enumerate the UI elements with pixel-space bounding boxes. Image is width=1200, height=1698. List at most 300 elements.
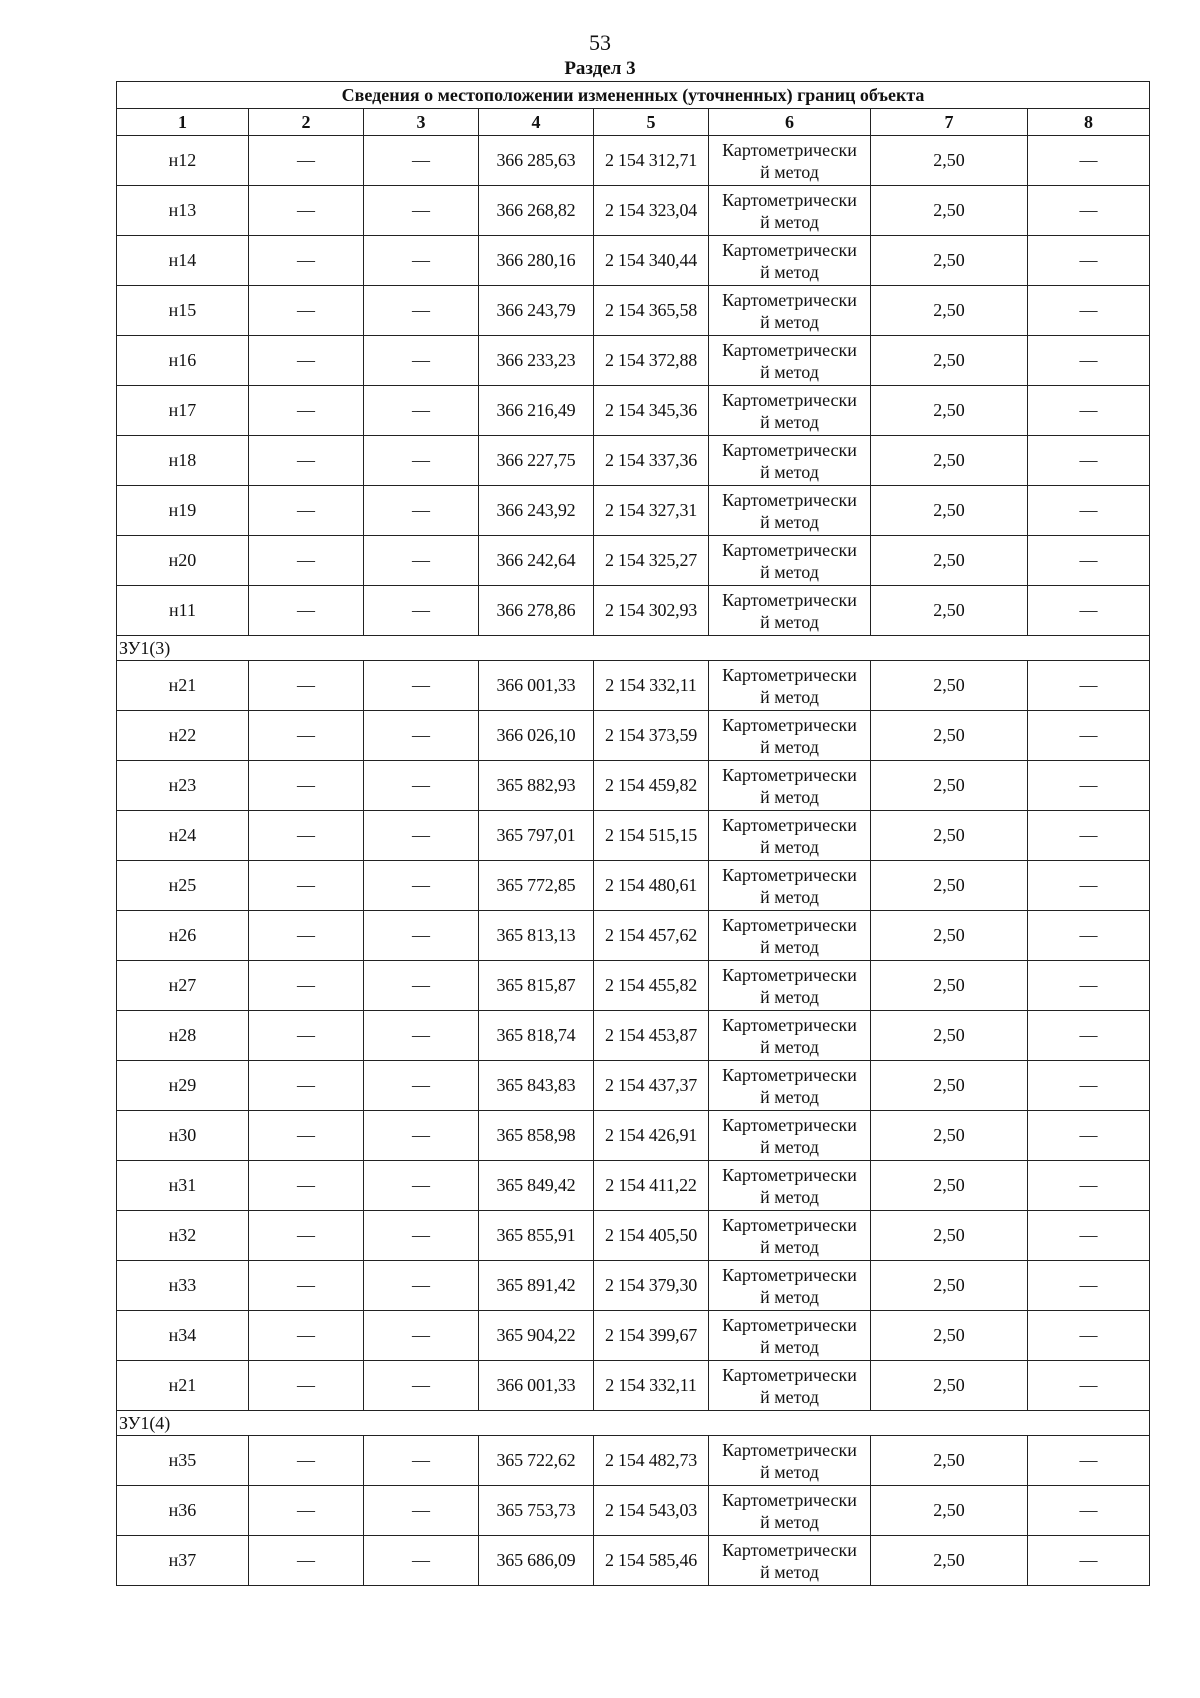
table-row: [117, 1536, 1150, 1586]
method-text: й метод: [760, 161, 819, 182]
method-text: Картометрически: [722, 289, 857, 310]
y-coordinate-cell: 2 154 585,46: [594, 1536, 709, 1586]
col8-cell: —: [1028, 1486, 1150, 1536]
table-caption-row: [117, 82, 1150, 109]
col2-cell: —: [249, 586, 364, 636]
method-text: й метод: [760, 1236, 819, 1257]
x-coordinate-cell: 365 818,74: [479, 1011, 594, 1061]
section-title: Раздел 3: [564, 58, 636, 79]
point-cell: н15: [117, 286, 249, 336]
group-row: [117, 636, 1150, 661]
col2-cell: —: [249, 1436, 364, 1486]
col8-cell: —: [1028, 1111, 1150, 1161]
table-row: [117, 1261, 1150, 1311]
table-row: [117, 486, 1150, 536]
point-cell: н28: [117, 1011, 249, 1061]
method-cell: [709, 1536, 871, 1586]
accuracy-cell: 2,50: [871, 1011, 1028, 1061]
y-coordinate-cell: 2 154 337,36: [594, 436, 709, 486]
table-row: [117, 1486, 1150, 1536]
table-row: [117, 1361, 1150, 1411]
col3-cell: —: [364, 711, 479, 761]
col2-cell: —: [249, 236, 364, 286]
y-coordinate-cell: 2 154 373,59: [594, 711, 709, 761]
accuracy-cell: 2,50: [871, 661, 1028, 711]
col8-cell: —: [1028, 586, 1150, 636]
x-coordinate-cell: 365 813,13: [479, 911, 594, 961]
accuracy-cell: 2,50: [871, 336, 1028, 386]
table-row: [117, 1211, 1150, 1261]
col3-cell: —: [364, 336, 479, 386]
method-text: й метод: [760, 511, 819, 532]
method-cell: [709, 1261, 871, 1311]
col8-cell: —: [1028, 486, 1150, 536]
method-text: й метод: [760, 1561, 819, 1582]
x-coordinate-cell: 366 285,63: [479, 136, 594, 186]
method-cell: [709, 586, 871, 636]
point-cell: н19: [117, 486, 249, 536]
point-cell: н22: [117, 711, 249, 761]
method-text: Картометрически: [722, 714, 857, 735]
method-text: Картометрически: [722, 964, 857, 985]
method-text: Картометрически: [722, 389, 857, 410]
method-cell: [709, 486, 871, 536]
col8-cell: —: [1028, 811, 1150, 861]
col3-cell: —: [364, 586, 479, 636]
col8-cell: —: [1028, 1161, 1150, 1211]
col2-cell: —: [249, 1161, 364, 1211]
col3-cell: —: [364, 1111, 479, 1161]
method-text: Картометрически: [722, 1164, 857, 1185]
y-coordinate-cell: 2 154 323,04: [594, 186, 709, 236]
method-text: й метод: [760, 1036, 819, 1057]
col8-cell: —: [1028, 761, 1150, 811]
col8-cell: —: [1028, 961, 1150, 1011]
column-number-row: [117, 109, 1150, 136]
column-header: 6: [709, 109, 871, 136]
method-text: й метод: [760, 1461, 819, 1482]
accuracy-cell: 2,50: [871, 961, 1028, 1011]
table-row: [117, 961, 1150, 1011]
y-coordinate-cell: 2 154 455,82: [594, 961, 709, 1011]
y-coordinate-cell: 2 154 325,27: [594, 536, 709, 586]
method-text: й метод: [760, 736, 819, 757]
col3-cell: —: [364, 1311, 479, 1361]
table-row: [117, 1011, 1150, 1061]
col2-cell: —: [249, 1011, 364, 1061]
method-cell: [709, 1436, 871, 1486]
col3-cell: —: [364, 536, 479, 586]
group-label: ЗУ1(4): [117, 1411, 1150, 1436]
x-coordinate-cell: 366 243,92: [479, 486, 594, 536]
x-coordinate-cell: 366 280,16: [479, 236, 594, 286]
col2-cell: —: [249, 386, 364, 436]
group-label: ЗУ1(3): [117, 636, 1150, 661]
point-cell: н35: [117, 1436, 249, 1486]
y-coordinate-cell: 2 154 312,71: [594, 136, 709, 186]
method-cell: [709, 1311, 871, 1361]
method-text: й метод: [760, 411, 819, 432]
x-coordinate-cell: 365 858,98: [479, 1111, 594, 1161]
x-coordinate-cell: 366 001,33: [479, 1361, 594, 1411]
col8-cell: —: [1028, 1011, 1150, 1061]
col2-cell: —: [249, 861, 364, 911]
point-cell: н17: [117, 386, 249, 436]
method-text: й метод: [760, 786, 819, 807]
column-header: 7: [871, 109, 1028, 136]
col2-cell: —: [249, 1536, 364, 1586]
x-coordinate-cell: 365 882,93: [479, 761, 594, 811]
x-coordinate-cell: 366 227,75: [479, 436, 594, 486]
table-body: [117, 136, 1150, 1586]
table-row: [117, 911, 1150, 961]
y-coordinate-cell: 2 154 543,03: [594, 1486, 709, 1536]
point-cell: н29: [117, 1061, 249, 1111]
accuracy-cell: 2,50: [871, 1061, 1028, 1111]
col3-cell: —: [364, 761, 479, 811]
method-text: й метод: [760, 261, 819, 282]
method-text: Картометрически: [722, 1214, 857, 1235]
table-caption: Сведения о местоположении измененных (уточненных) границ объекта: [117, 82, 1150, 109]
column-header: 2: [249, 109, 364, 136]
method-text: й метод: [760, 561, 819, 582]
col2-cell: —: [249, 1486, 364, 1536]
x-coordinate-cell: 366 242,64: [479, 536, 594, 586]
accuracy-cell: 2,50: [871, 1261, 1028, 1311]
point-cell: н24: [117, 811, 249, 861]
col3-cell: —: [364, 186, 479, 236]
table-row: [117, 711, 1150, 761]
method-cell: [709, 911, 871, 961]
table-row: [117, 1111, 1150, 1161]
method-cell: [709, 1211, 871, 1261]
method-text: й метод: [760, 936, 819, 957]
method-cell: [709, 1111, 871, 1161]
col8-cell: —: [1028, 911, 1150, 961]
method-cell: [709, 436, 871, 486]
col2-cell: —: [249, 486, 364, 536]
col3-cell: —: [364, 1011, 479, 1061]
method-text: й метод: [760, 611, 819, 632]
y-coordinate-cell: 2 154 437,37: [594, 1061, 709, 1111]
x-coordinate-cell: 366 216,49: [479, 386, 594, 436]
method-text: Картометрически: [722, 1014, 857, 1035]
col3-cell: —: [364, 1436, 479, 1486]
method-text: Картометрически: [722, 1364, 857, 1385]
point-cell: н21: [117, 661, 249, 711]
point-cell: н13: [117, 186, 249, 236]
method-text: Картометрически: [722, 339, 857, 360]
x-coordinate-cell: 365 855,91: [479, 1211, 594, 1261]
col2-cell: —: [249, 336, 364, 386]
y-coordinate-cell: 2 154 405,50: [594, 1211, 709, 1261]
accuracy-cell: 2,50: [871, 536, 1028, 586]
col3-cell: —: [364, 136, 479, 186]
y-coordinate-cell: 2 154 459,82: [594, 761, 709, 811]
point-cell: н37: [117, 1536, 249, 1586]
table-row: [117, 811, 1150, 861]
col3-cell: —: [364, 861, 479, 911]
table-row: [117, 586, 1150, 636]
x-coordinate-cell: 366 243,79: [479, 286, 594, 336]
method-text: Картометрически: [722, 439, 857, 460]
method-text: Картометрически: [722, 1114, 857, 1135]
column-header: 4: [479, 109, 594, 136]
accuracy-cell: 2,50: [871, 236, 1028, 286]
accuracy-cell: 2,50: [871, 186, 1028, 236]
point-cell: н12: [117, 136, 249, 186]
accuracy-cell: 2,50: [871, 1361, 1028, 1411]
accuracy-cell: 2,50: [871, 911, 1028, 961]
method-text: й метод: [760, 986, 819, 1007]
col2-cell: —: [249, 961, 364, 1011]
table-row: [117, 436, 1150, 486]
accuracy-cell: 2,50: [871, 386, 1028, 436]
point-cell: н16: [117, 336, 249, 386]
x-coordinate-cell: 366 001,33: [479, 661, 594, 711]
accuracy-cell: 2,50: [871, 586, 1028, 636]
y-coordinate-cell: 2 154 372,88: [594, 336, 709, 386]
method-text: Картометрически: [722, 814, 857, 835]
col3-cell: —: [364, 286, 479, 336]
table-row: [117, 1311, 1150, 1361]
accuracy-cell: 2,50: [871, 861, 1028, 911]
point-cell: н36: [117, 1486, 249, 1536]
accuracy-cell: 2,50: [871, 711, 1028, 761]
method-text: й метод: [760, 1336, 819, 1357]
method-text: Картометрически: [722, 1064, 857, 1085]
col8-cell: —: [1028, 536, 1150, 586]
method-text: Картометрически: [722, 1489, 857, 1510]
col8-cell: —: [1028, 1436, 1150, 1486]
y-coordinate-cell: 2 154 379,30: [594, 1261, 709, 1311]
col2-cell: —: [249, 661, 364, 711]
point-cell: н11: [117, 586, 249, 636]
method-text: Картометрически: [722, 1539, 857, 1560]
col3-cell: —: [364, 961, 479, 1011]
method-text: Картометрически: [722, 1314, 857, 1335]
point-cell: н31: [117, 1161, 249, 1211]
y-coordinate-cell: 2 154 411,22: [594, 1161, 709, 1211]
accuracy-cell: 2,50: [871, 1111, 1028, 1161]
col8-cell: —: [1028, 861, 1150, 911]
point-cell: н32: [117, 1211, 249, 1261]
col3-cell: —: [364, 1486, 479, 1536]
col2-cell: —: [249, 1211, 364, 1261]
accuracy-cell: 2,50: [871, 811, 1028, 861]
accuracy-cell: 2,50: [871, 436, 1028, 486]
col2-cell: —: [249, 1311, 364, 1361]
method-text: Картометрически: [722, 914, 857, 935]
method-cell: [709, 286, 871, 336]
col8-cell: —: [1028, 136, 1150, 186]
x-coordinate-cell: 365 891,42: [479, 1261, 594, 1311]
col8-cell: —: [1028, 186, 1150, 236]
method-text: Картометрически: [722, 864, 857, 885]
method-text: Картометрически: [722, 489, 857, 510]
y-coordinate-cell: 2 154 340,44: [594, 236, 709, 286]
method-cell: [709, 536, 871, 586]
y-coordinate-cell: 2 154 515,15: [594, 811, 709, 861]
col2-cell: —: [249, 761, 364, 811]
y-coordinate-cell: 2 154 332,11: [594, 1361, 709, 1411]
table-row: [117, 136, 1150, 186]
y-coordinate-cell: 2 154 426,91: [594, 1111, 709, 1161]
method-cell: [709, 1061, 871, 1111]
col3-cell: —: [364, 661, 479, 711]
table-row: [117, 661, 1150, 711]
method-cell: [709, 761, 871, 811]
x-coordinate-cell: 366 278,86: [479, 586, 594, 636]
column-header: 1: [117, 109, 249, 136]
method-text: Картометрически: [722, 589, 857, 610]
col8-cell: —: [1028, 336, 1150, 386]
method-cell: [709, 811, 871, 861]
col8-cell: —: [1028, 1311, 1150, 1361]
col8-cell: —: [1028, 236, 1150, 286]
method-text: Картометрически: [722, 764, 857, 785]
method-cell: [709, 236, 871, 286]
col8-cell: —: [1028, 436, 1150, 486]
col2-cell: —: [249, 1061, 364, 1111]
col8-cell: —: [1028, 286, 1150, 336]
col2-cell: —: [249, 136, 364, 186]
accuracy-cell: 2,50: [871, 136, 1028, 186]
col3-cell: —: [364, 436, 479, 486]
point-cell: н26: [117, 911, 249, 961]
method-text: й метод: [760, 1186, 819, 1207]
method-text: й метод: [760, 361, 819, 382]
method-cell: [709, 1011, 871, 1061]
table-row: [117, 861, 1150, 911]
accuracy-cell: 2,50: [871, 1211, 1028, 1261]
point-cell: н18: [117, 436, 249, 486]
method-cell: [709, 336, 871, 386]
col8-cell: —: [1028, 1061, 1150, 1111]
method-text: Картометрически: [722, 189, 857, 210]
accuracy-cell: 2,50: [871, 286, 1028, 336]
point-cell: н33: [117, 1261, 249, 1311]
method-text: Картометрически: [722, 664, 857, 685]
x-coordinate-cell: 365 722,62: [479, 1436, 594, 1486]
method-cell: [709, 711, 871, 761]
table-row: [117, 336, 1150, 386]
method-cell: [709, 1486, 871, 1536]
method-text: й метод: [760, 211, 819, 232]
method-text: Картометрически: [722, 239, 857, 260]
method-text: й метод: [760, 1136, 819, 1157]
y-coordinate-cell: 2 154 365,58: [594, 286, 709, 336]
col8-cell: —: [1028, 1536, 1150, 1586]
method-text: Картометрически: [722, 1439, 857, 1460]
method-text: й метод: [760, 1386, 819, 1407]
x-coordinate-cell: 365 849,42: [479, 1161, 594, 1211]
method-text: й метод: [760, 836, 819, 857]
boundary-coordinates-table: [116, 81, 1150, 1586]
col3-cell: —: [364, 1211, 479, 1261]
point-cell: н30: [117, 1111, 249, 1161]
method-cell: [709, 861, 871, 911]
table-row: [117, 1061, 1150, 1111]
col2-cell: —: [249, 286, 364, 336]
col2-cell: —: [249, 186, 364, 236]
col2-cell: —: [249, 711, 364, 761]
point-cell: н23: [117, 761, 249, 811]
accuracy-cell: 2,50: [871, 1161, 1028, 1211]
table-row: [117, 761, 1150, 811]
col3-cell: —: [364, 811, 479, 861]
table-row: [117, 236, 1150, 286]
point-cell: н20: [117, 536, 249, 586]
method-cell: [709, 961, 871, 1011]
table-row: [117, 1436, 1150, 1486]
point-cell: н21: [117, 1361, 249, 1411]
col8-cell: —: [1028, 386, 1150, 436]
y-coordinate-cell: 2 154 457,62: [594, 911, 709, 961]
y-coordinate-cell: 2 154 345,36: [594, 386, 709, 436]
col8-cell: —: [1028, 711, 1150, 761]
col3-cell: —: [364, 911, 479, 961]
method-text: Картометрически: [722, 1264, 857, 1285]
y-coordinate-cell: 2 154 482,73: [594, 1436, 709, 1486]
col3-cell: —: [364, 1536, 479, 1586]
column-header: 8: [1028, 109, 1150, 136]
method-text: й метод: [760, 686, 819, 707]
col2-cell: —: [249, 811, 364, 861]
accuracy-cell: 2,50: [871, 761, 1028, 811]
y-coordinate-cell: 2 154 327,31: [594, 486, 709, 536]
method-text: й метод: [760, 886, 819, 907]
col8-cell: —: [1028, 1361, 1150, 1411]
col3-cell: —: [364, 1061, 479, 1111]
x-coordinate-cell: 365 686,09: [479, 1536, 594, 1586]
accuracy-cell: 2,50: [871, 1536, 1028, 1586]
col8-cell: —: [1028, 1211, 1150, 1261]
accuracy-cell: 2,50: [871, 1486, 1028, 1536]
col2-cell: —: [249, 1261, 364, 1311]
method-text: й метод: [760, 1286, 819, 1307]
accuracy-cell: 2,50: [871, 1436, 1028, 1486]
table-row: [117, 1161, 1150, 1211]
x-coordinate-cell: 365 904,22: [479, 1311, 594, 1361]
x-coordinate-cell: 366 268,82: [479, 186, 594, 236]
method-cell: [709, 386, 871, 436]
x-coordinate-cell: 365 797,01: [479, 811, 594, 861]
table-row: [117, 286, 1150, 336]
y-coordinate-cell: 2 154 332,11: [594, 661, 709, 711]
y-coordinate-cell: 2 154 480,61: [594, 861, 709, 911]
x-coordinate-cell: 365 843,83: [479, 1061, 594, 1111]
x-coordinate-cell: 365 772,85: [479, 861, 594, 911]
col3-cell: —: [364, 1361, 479, 1411]
col2-cell: —: [249, 536, 364, 586]
y-coordinate-cell: 2 154 302,93: [594, 586, 709, 636]
method-cell: [709, 661, 871, 711]
group-row: [117, 1411, 1150, 1436]
method-text: й метод: [760, 311, 819, 332]
x-coordinate-cell: 365 753,73: [479, 1486, 594, 1536]
y-coordinate-cell: 2 154 453,87: [594, 1011, 709, 1061]
col2-cell: —: [249, 436, 364, 486]
method-cell: [709, 186, 871, 236]
accuracy-cell: 2,50: [871, 1311, 1028, 1361]
table-row: [117, 536, 1150, 586]
method-text: й метод: [760, 1511, 819, 1532]
x-coordinate-cell: 365 815,87: [479, 961, 594, 1011]
table-row: [117, 186, 1150, 236]
page-number: 53: [589, 30, 611, 55]
method-cell: [709, 1361, 871, 1411]
